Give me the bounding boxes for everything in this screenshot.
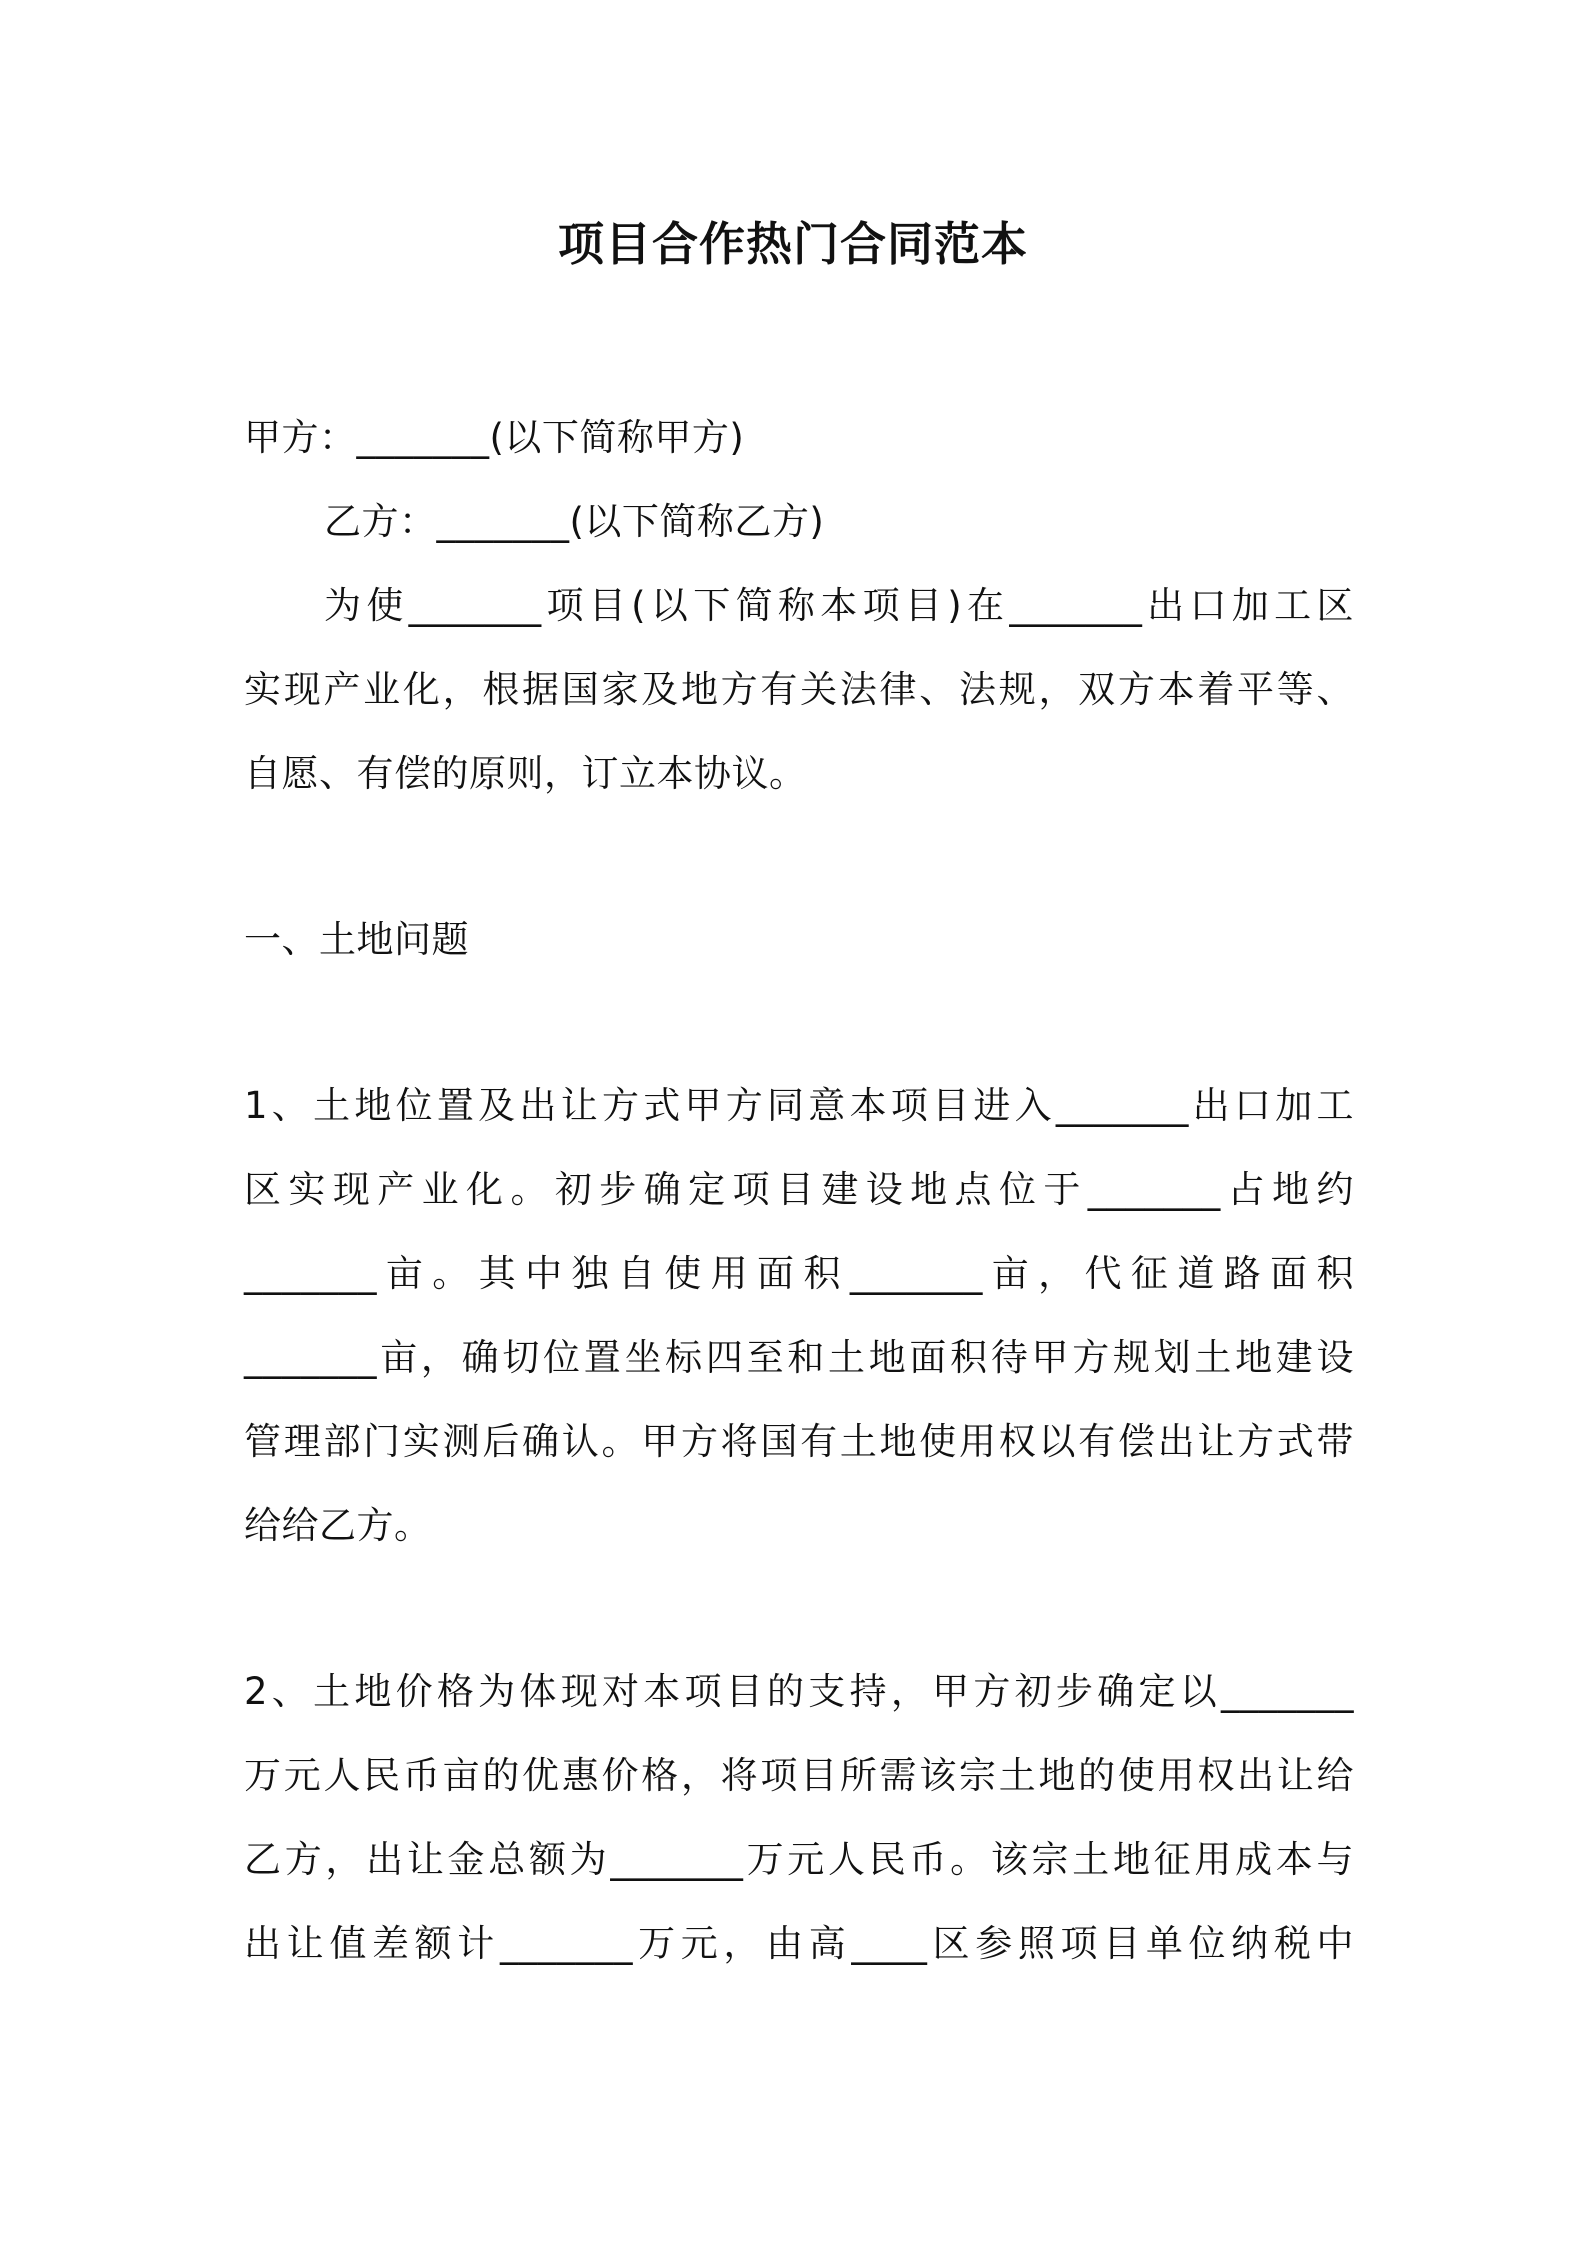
section-heading: 一、土地问题 <box>244 918 469 961</box>
clause-line: 2、土地价格为体现对本项目的支持，甲方初步确定以_______ <box>244 1670 1354 1713</box>
preamble-line: 实现产业化，根据国家及地方有关法律、法规，双方本着平等、 <box>244 668 1354 711</box>
clause-line: 给给乙方。 <box>244 1504 432 1547</box>
clause-line: _______亩。其中独自使用面积_______亩，代征道路面积 <box>244 1252 1354 1295</box>
party-a-line: 甲方：_______(以下简称甲方) <box>244 416 745 459</box>
clause-line: 1、土地位置及出让方式甲方同意本项目进入_______出口加工 <box>244 1084 1354 1127</box>
clause-line: 管理部门实测后确认。甲方将国有土地使用权以有偿出让方式带 <box>244 1420 1354 1463</box>
clause-line: 乙方，出让金总额为_______万元人民币。该宗土地征用成本与 <box>244 1838 1354 1881</box>
clause-line: 出让值差额计_______万元，由高____区参照项目单位纳税中 <box>244 1922 1354 1965</box>
preamble-line: 为使_______项目(以下简称本项目)在_______出口加工区 <box>324 584 1354 627</box>
clause-line: 万元人民币亩的优惠价格，将项目所需该宗土地的使用权出让给 <box>244 1754 1354 1797</box>
document-title: 项目合作热门合同范本 <box>558 217 1028 271</box>
clause-line: _______亩，确切位置坐标四至和土地面积待甲方规划土地建设 <box>244 1336 1354 1379</box>
party-b-line: 乙方：_______(以下简称乙方) <box>324 500 825 543</box>
clause-line: 区实现产业化。初步确定项目建设地点位于_______占地约 <box>244 1168 1354 1211</box>
preamble-line: 自愿、有偿的原则，订立本协议。 <box>244 752 807 795</box>
